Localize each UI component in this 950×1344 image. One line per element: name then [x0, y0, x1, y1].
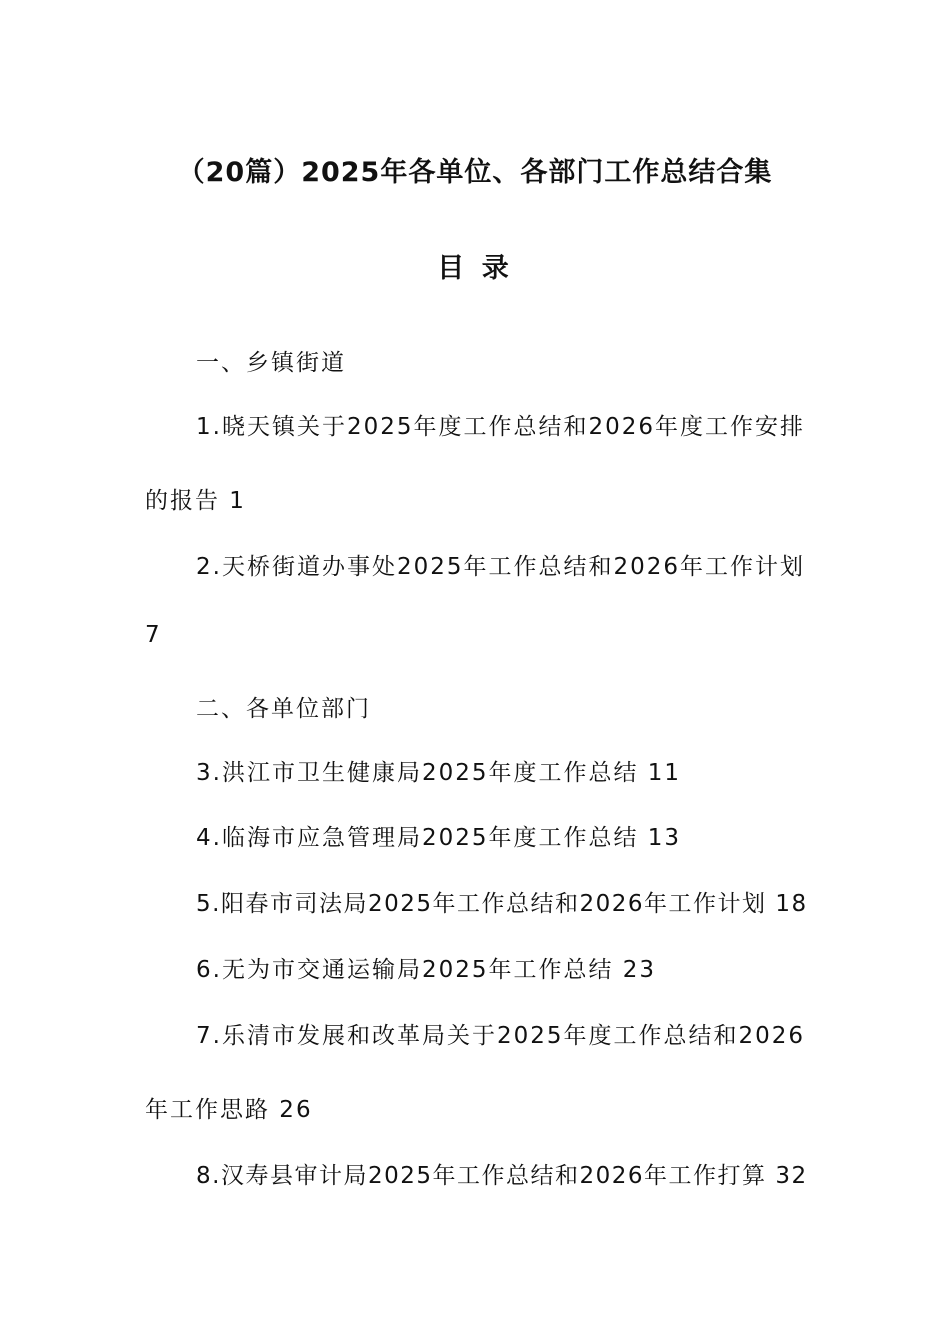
toc-entry-8[interactable]: 8.汉寿县审计局2025年工作总结和2026年工作打算 32	[196, 1163, 808, 1189]
toc-entry-2[interactable]: 2.天桥街道办事处2025年工作总结和2026年工作计划	[196, 554, 806, 580]
toc-entry-4[interactable]: 4.临海市应急管理局2025年度工作总结 13	[196, 825, 682, 851]
toc-entry-2-continued[interactable]: 7	[145, 622, 162, 648]
toc-entry-5[interactable]: 5.阳春市司法局2025年工作总结和2026年工作计划 18	[196, 891, 808, 917]
toc-entry-7[interactable]: 7.乐清市发展和改革局关于2025年度工作总结和2026	[196, 1023, 806, 1049]
toc-entry-3[interactable]: 3.洪江市卫生健康局2025年度工作总结 11	[196, 760, 682, 786]
toc-heading: 目 录	[437, 253, 513, 284]
toc-entry-1[interactable]: 1.晓天镇关于2025年度工作总结和2026年度工作安排	[196, 414, 806, 440]
toc-entry-7-continued[interactable]: 年工作思路 26	[145, 1097, 313, 1123]
toc-entry-6[interactable]: 6.无为市交通运输局2025年工作总结 23	[196, 957, 657, 983]
section-heading-departments: 二、各单位部门	[196, 696, 371, 722]
section-heading-towns: 一、乡镇街道	[196, 350, 346, 376]
toc-entry-1-continued[interactable]: 的报告 1	[145, 488, 246, 514]
document-title: （20篇）2025年各单位、各部门工作总结合集	[177, 157, 773, 188]
